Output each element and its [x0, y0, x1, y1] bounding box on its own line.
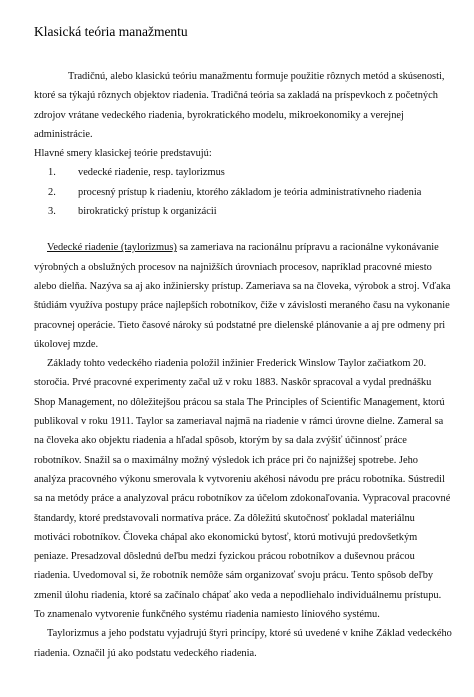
directions-list — [34, 163, 452, 221]
list-item: 3. birokratický prístup k organizácii — [48, 206, 217, 218]
scientific-management-paragraph: Vedecké riadenie (taylorizmus) sa zameriava na racionálnu prípravu a racionálne vykonávanie výrobných a obslužných procesov na najnižších úrovniach procesov, napríklad pracovné miesto alebo dielňa. Nazýva sa aj ako inžiniersky prístup. Zameriava sa na človeka, výrobok a stroj. Vďaka štúdiám využíva postupy práce najlepších robotníkov, čiže v závislosti meraného času na vykonanie pracovnej operácie. Tieto časové nároky sú podstatné pre dielenské plánovanie a aj pre odmeny pri úkolovej mzde. — [34, 242, 451, 350]
page-title: Klasická teória manažmentu — [34, 24, 188, 39]
spacer — [34, 221, 452, 238]
list-item: 2. procesný prístup k riadeniu, ktorého základom je teória administratívneho riadenia — [48, 186, 422, 198]
principles-paragraph: Taylorizmus a jeho podstatu vyjadrujú štyri princípy, ktoré sú uvedené v knihe Základ vedeckého riadenia. Označil jú ako podstatu vedeckého riadenia. — [34, 628, 452, 659]
scientific-management-link[interactable]: Vedecké riadenie (taylorizmus) — [47, 242, 177, 254]
list-intro: Hlavné smery klasickej teórie predstavujú: — [34, 148, 212, 160]
list-item: 1. vedecké riadenie, resp. taylorizmus — [48, 167, 225, 179]
taylor-paragraph: Základy tohto vedeckého riadenia položil inžinier Frederick Winslow Taylor začiatkom 20. storočia. Prvé pracovné experimenty začal už v roku 1883. Naskôr spracoval a vydal prednášku Shop Management, no dôležitejšou prácou sa stala The Principles of Scientific Management, ktorú publikoval v roku 1911. Taylor sa zameriaval najmä na riadenie v rámci úrovne dielne. Zameral sa na človeka ako objektu riadenia a hľadal spôsob, ktorým by sa dala zvýšiť účinnosť práce robotníkov. Snažil sa o maximálny možný výsledok ich práce pri čo najnižšej spotrebe. Jeho analýza pracovného výkonu smerovala k vytvoreniu akéhosi návodu pre prácu robotníka. Sústredil sa na metódy práce a analyzoval prácu robotníkov za účelom zdokonaľovania. Vypracoval pracovné štandardy, ktoré predstavovali normatíva práce. Za dôležitú skutočnosť pokladal materiálnu motiváci robotníkov. Človeka chápal ako ekonomickú bytosť, ktorú motivujú predovšetkým peniaze. Presadzoval dôslednú deľbu medzi fyzickou prácou robotníkov a duševnou prácou riadenia. Uvedomoval si, že robotník nemôže sám organizovať svoju prácu. Tento spôsob deľby zmenil úlohu riadenia, ktoré sa začínalo chápať ako veda a nepodliehalo individuálnemu prístupu. To znamenalo vytvorenie funkčného systému riadenia namiesto líniového systému. — [34, 358, 451, 621]
intro-paragraph: Tradičnú, alebo klasickú teóriu manažmentu formuje použitie rôznych metód a skúsenosti, ktoré sa týkajú rôznych objektov riadenia. Tradičná teória sa zakladá na príspevkoch z početných zdrojov vrátane vedeckého riadenia, byrokratického modelu, mikroekonomiky a verejnej administrácie. — [34, 71, 445, 140]
